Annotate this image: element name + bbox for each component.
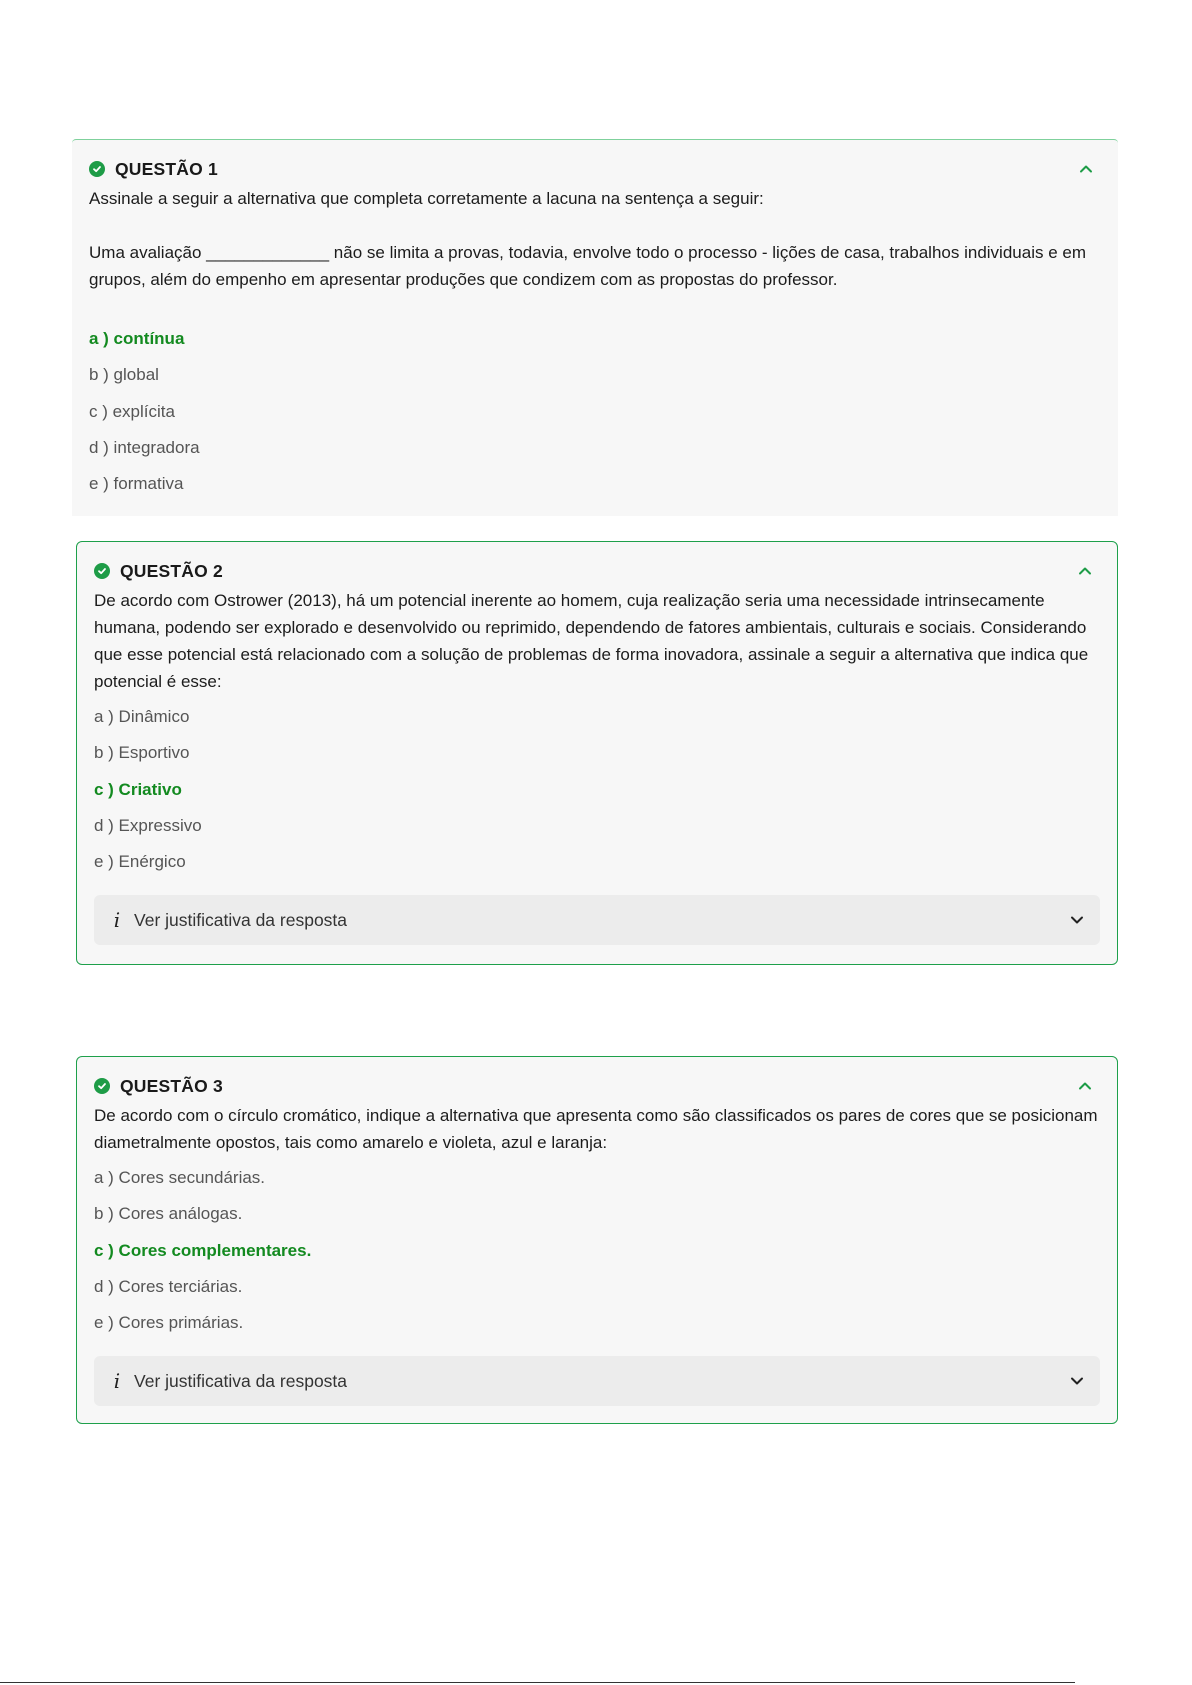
question-title: QUESTÃO 3 bbox=[120, 1075, 223, 1096]
justification-toggle[interactable] bbox=[94, 1356, 1100, 1406]
option-c[interactable]: c ) explícita bbox=[89, 401, 175, 421]
option-a[interactable]: a ) Dinâmico bbox=[94, 707, 190, 726]
option-e[interactable]: e ) Enérgico bbox=[94, 852, 186, 872]
option-e[interactable]: e ) Cores primárias. bbox=[94, 1313, 244, 1333]
option-a[interactable]: a ) Cores secundárias. bbox=[94, 1168, 266, 1187]
question-header[interactable] bbox=[94, 561, 1100, 581]
option-d[interactable]: d ) integradora bbox=[89, 437, 200, 457]
justification-label: Ver justificativa da resposta bbox=[134, 1370, 348, 1391]
option-d[interactable]: d ) Expressivo bbox=[94, 815, 202, 835]
info-icon: i bbox=[113, 1369, 121, 1393]
question-stem bbox=[94, 1102, 1100, 1156]
justification-toggle[interactable] bbox=[94, 895, 1100, 945]
question-title: QUESTÃO 2 bbox=[120, 560, 223, 581]
option-c[interactable]: c ) Criativo bbox=[94, 779, 182, 799]
question-header[interactable] bbox=[94, 1076, 1100, 1096]
options-list bbox=[89, 321, 1101, 502]
stem-paragraph: De acordo com Ostrower (2013), há um potencial inerente ao homem, cuja realização seria uma necessidade intrinsecamente humana, podendo ser explorado e desenvolvido ou reprimido, dependendo de fatores ambientais, culturais e sociais. Considerando que esse potencial está relacionado com a solução de problemas de forma inovadora, assinale a seguir a alternativa que indica que potencial é esse: bbox=[94, 591, 1089, 691]
option-b[interactable]: b ) global bbox=[89, 365, 159, 385]
option-b[interactable]: b ) Cores análogas. bbox=[94, 1204, 243, 1224]
option-c[interactable]: c ) Cores complementares. bbox=[94, 1240, 312, 1260]
chevron-up-icon[interactable] bbox=[1076, 562, 1094, 580]
check-circle-icon bbox=[94, 563, 110, 579]
question-stem bbox=[94, 587, 1100, 695]
chevron-down-icon[interactable] bbox=[1068, 1372, 1086, 1390]
chevron-up-icon[interactable] bbox=[1076, 1077, 1094, 1095]
option-b[interactable]: b ) Esportivo bbox=[94, 743, 190, 763]
question-header[interactable] bbox=[89, 159, 1101, 179]
check-circle-icon bbox=[94, 1078, 110, 1094]
check-circle-icon bbox=[89, 161, 105, 177]
stem-paragraph: Assinale a seguir a alternativa que completa corretamente a lacuna na sentença a seguir: bbox=[89, 189, 764, 208]
question-card-3 bbox=[76, 1056, 1118, 1424]
info-icon: i bbox=[113, 908, 121, 932]
stem-paragraph: De acordo com o círculo cromático, indique a alternativa que apresenta como são classificados os pares de cores que se posicionam diametralmente opostos, tais como amarelo e violeta, azul e laranja: bbox=[94, 1106, 1098, 1152]
option-d[interactable]: d ) Cores terciárias. bbox=[94, 1276, 243, 1296]
stem-paragraph: Uma avaliação _____________ não se limita a provas, todavia, envolve todo o processo - lições de casa, trabalhos individuais e em grupos, além do empenho em apresentar produções que condizem com as propostas do professor. bbox=[89, 243, 1086, 289]
page-bottom-rule bbox=[0, 1682, 1075, 1683]
options-list bbox=[94, 699, 1100, 880]
chevron-down-icon[interactable] bbox=[1068, 911, 1086, 929]
question-card-2 bbox=[76, 541, 1118, 965]
question-stem bbox=[89, 185, 1101, 293]
options-list bbox=[94, 1160, 1100, 1341]
option-e[interactable]: e ) formativa bbox=[89, 474, 184, 494]
option-a[interactable]: a ) contínua bbox=[89, 329, 185, 348]
question-title: QUESTÃO 1 bbox=[115, 158, 218, 179]
question-card-1 bbox=[72, 139, 1118, 516]
chevron-up-icon[interactable] bbox=[1077, 160, 1095, 178]
justification-label: Ver justificativa da resposta bbox=[134, 909, 348, 930]
